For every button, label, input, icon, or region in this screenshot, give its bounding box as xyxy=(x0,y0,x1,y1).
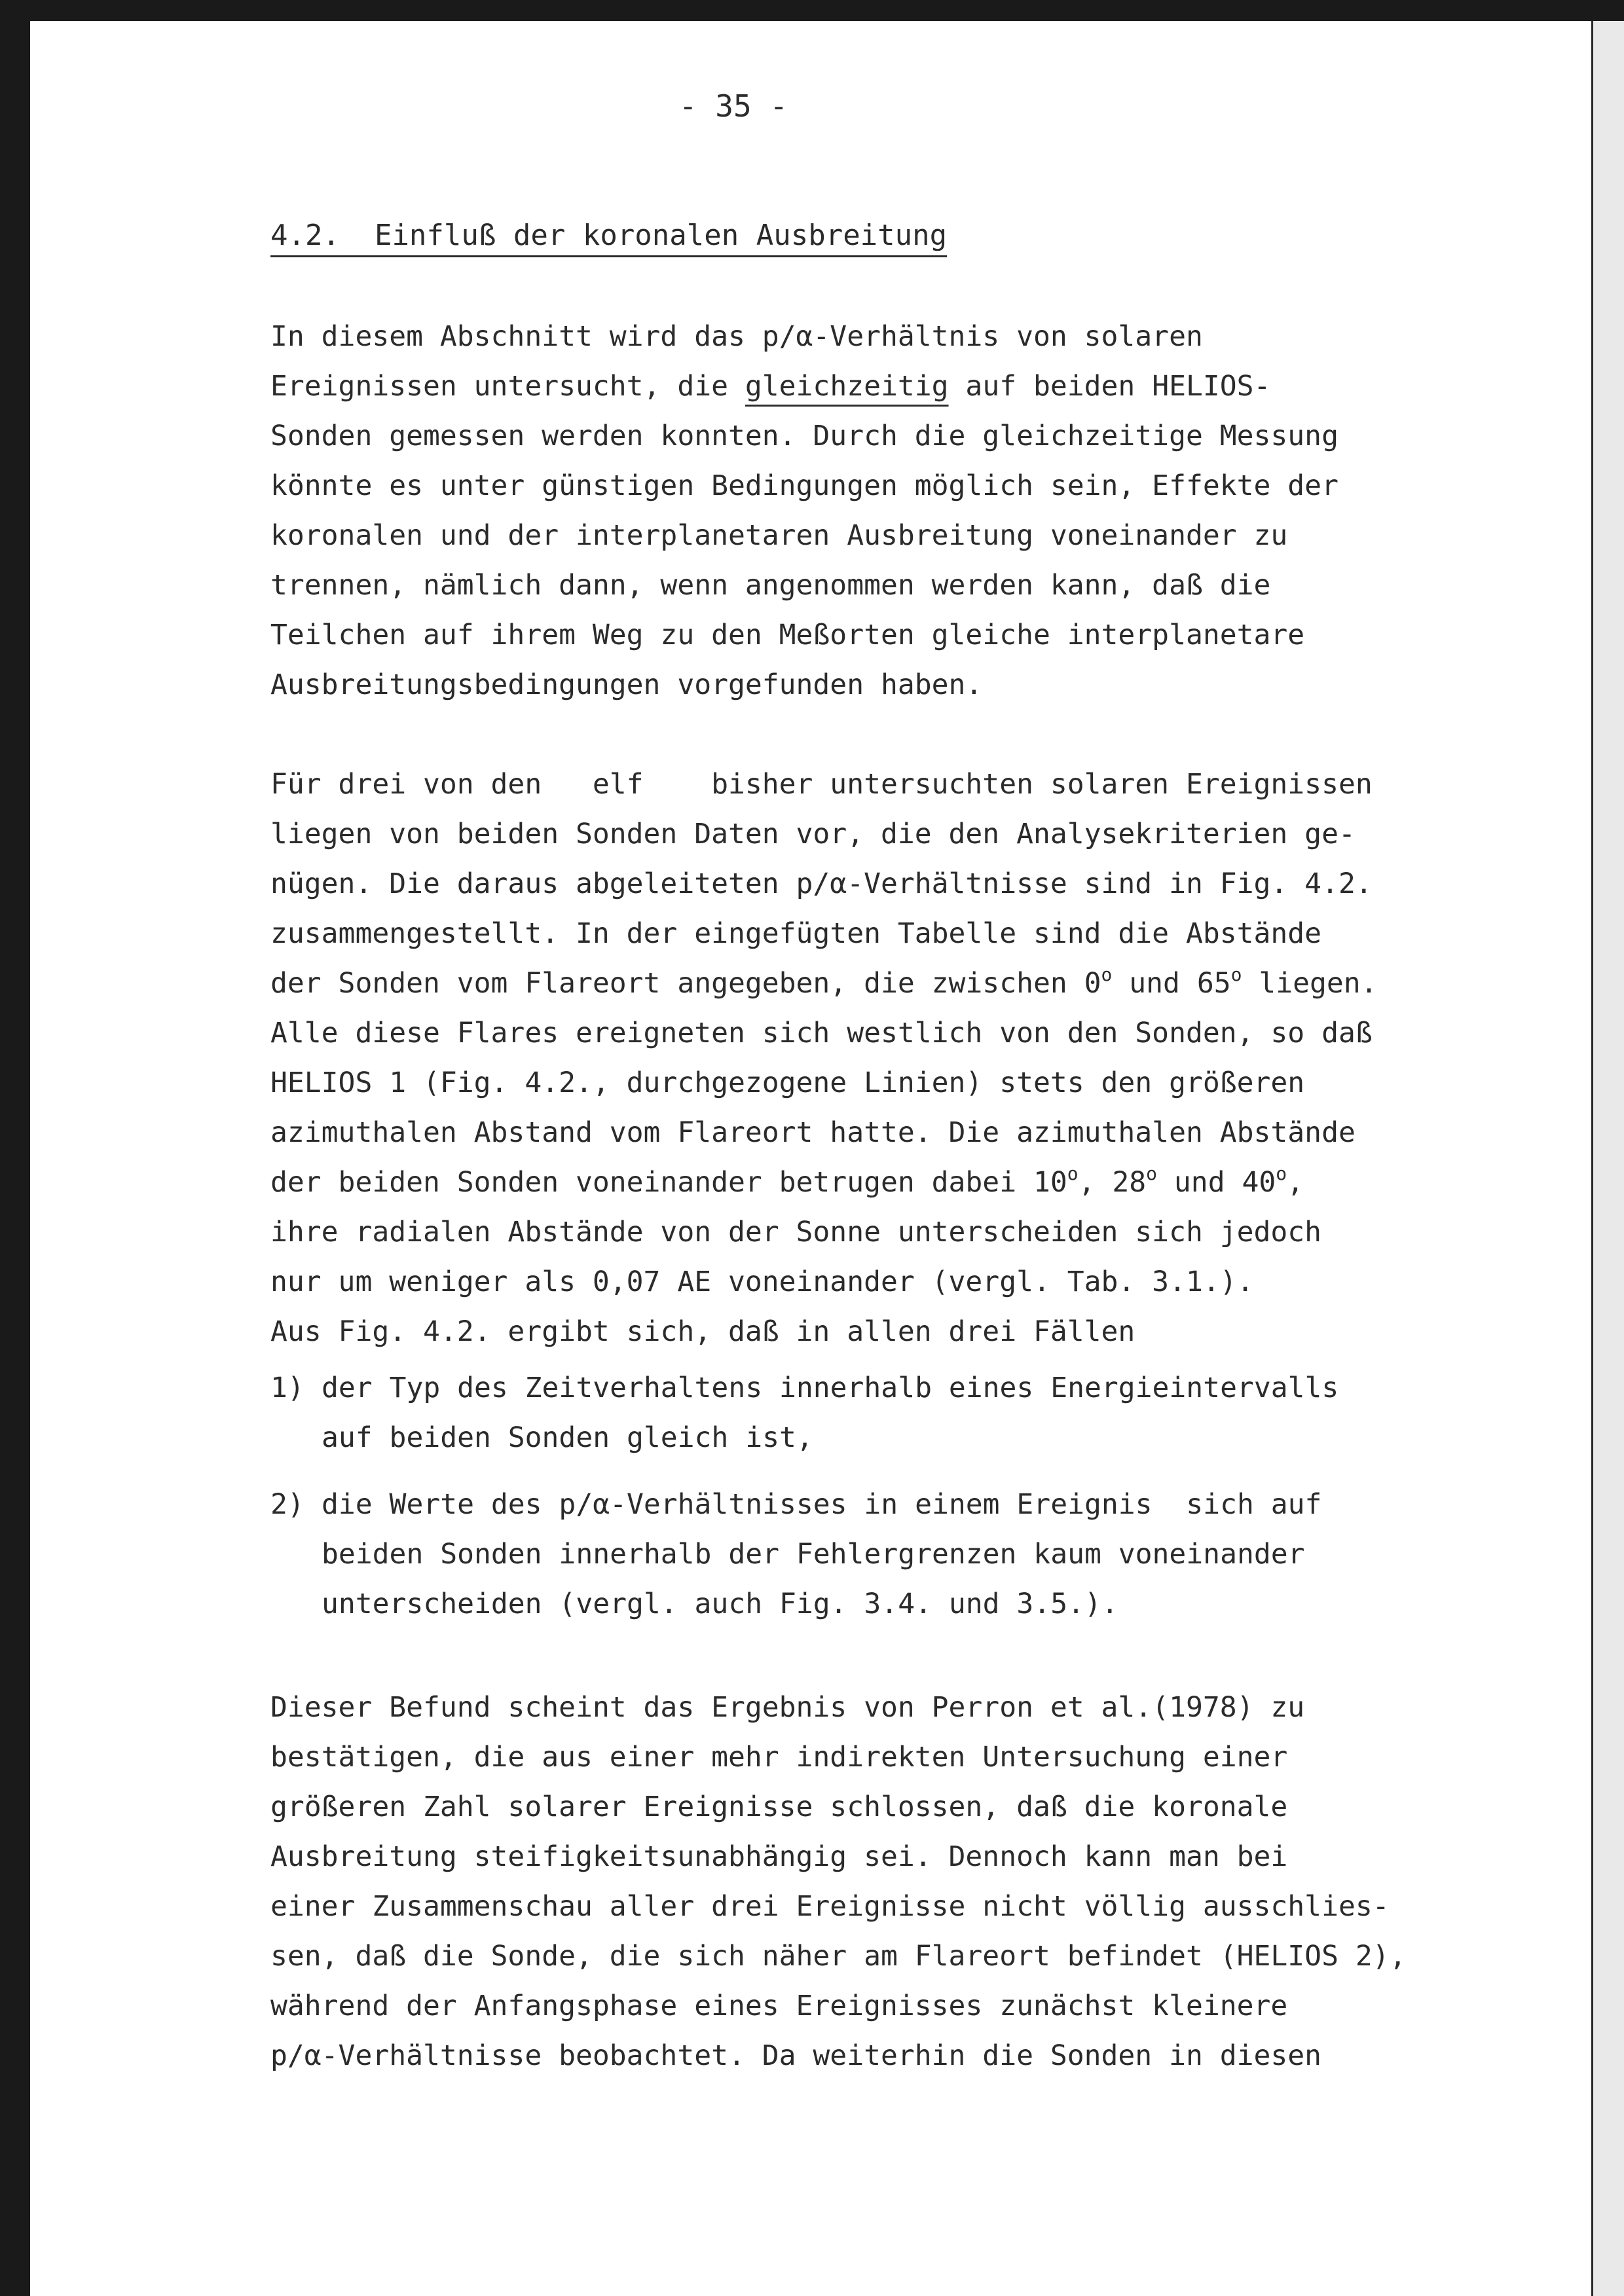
text-line xyxy=(270,361,1449,411)
text-line: Dieser Befund scheint das Ergebnis von Perron et al.(1978) zu xyxy=(270,1691,1305,1724)
section-heading xyxy=(270,211,1449,261)
text-span: , xyxy=(1287,1166,1304,1199)
text-line: größeren Zahl solarer Ereignisse schlossen, daß die koronale xyxy=(270,1791,1288,1823)
text-line: sen, daß die Sonde, die sich näher am Flareort befindet (HELIOS 2), xyxy=(270,1940,1407,1973)
text-span: der Typ des Zeitverhaltens innerhalb eines Energieintervalls xyxy=(322,1372,1339,1404)
text-line xyxy=(270,1157,1449,1207)
degree-sign: o xyxy=(1101,964,1113,985)
text-line: Alle diese Flares ereigneten sich westlich von den Sonden, so daß xyxy=(270,1017,1373,1049)
text-line: nügen. Die daraus abgeleiteten p/α-Verhältnisse sind in Fig. 4.2. xyxy=(270,867,1373,900)
text-line xyxy=(270,958,1449,1008)
emphasized-word: gleichzeitig xyxy=(745,370,949,403)
text-span: auf beiden HELIOS- xyxy=(948,370,1271,403)
text-line: p/α-Verhältnisse beobachtet. Da weiterhin die Sonden in diesen xyxy=(270,2039,1322,2072)
text-line: Aus Fig. 4.2. ergibt sich, daß in allen drei Fällen xyxy=(270,1315,1135,1348)
text-line: Ausbreitungsbedingungen vorgefunden haben. xyxy=(270,668,983,701)
text-span: der Sonden vom Flareort angegeben, die zwischen 0 xyxy=(270,967,1101,1000)
list-number: 2) xyxy=(270,1488,304,1521)
text-line: zusammengestellt. In der eingefügten Tabelle sind die Abstände xyxy=(270,917,1322,950)
text-line: einer Zusammenschau aller drei Ereignisse nicht völlig ausschlies- xyxy=(270,1890,1390,1923)
text-line: trennen, nämlich dann, wenn angenommen werden kann, daß die xyxy=(270,569,1271,602)
text-span: , 28 xyxy=(1078,1166,1147,1199)
text-line: bestätigen, die aus einer mehr indirekten Untersuchung einer xyxy=(270,1741,1288,1774)
paragraph-1 xyxy=(270,312,1449,710)
degree-sign: o xyxy=(1276,1163,1287,1184)
text-line: HELIOS 1 (Fig. 4.2., durchgezogene Linien) stets den größeren xyxy=(270,1066,1305,1099)
text-line: könnte es unter günstigen Bedingungen möglich sein, Effekte der xyxy=(270,469,1338,502)
text-line: In diesem Abschnitt wird das p/α-Verhältnis von solaren xyxy=(270,320,1203,353)
text-line: Teilchen auf ihrem Weg zu den Meßorten gleiche interplanetare xyxy=(270,619,1305,651)
section-heading-text xyxy=(270,219,947,252)
text-line: koronalen und der interplanetaren Ausbreitung voneinander zu xyxy=(270,519,1288,552)
text-line: ihre radialen Abstände von der Sonne unterscheiden sich jedoch xyxy=(270,1216,1322,1248)
page-edge xyxy=(1591,21,1624,2296)
text-line: auf beiden Sonden gleich ist, xyxy=(322,1421,813,1454)
page-number: - 35 - xyxy=(678,88,788,124)
text-line: während der Anfangsphase eines Ereignisses zunächst kleinere xyxy=(270,1990,1288,2022)
text-line: liegen von beiden Sonden Daten vor, die den Analysekriterien ge- xyxy=(270,818,1356,850)
text-line: beiden Sonden innerhalb der Fehlergrenzen kaum voneinander xyxy=(322,1538,1305,1571)
text-line xyxy=(270,1480,1449,1529)
paragraph-3 xyxy=(270,1683,1449,2081)
list-number: 1) xyxy=(270,1372,304,1404)
text-line: unterscheiden (vergl. auch Fig. 3.4. und 3.5.). xyxy=(322,1588,1118,1620)
list-gap xyxy=(270,1463,1449,1480)
degree-sign: o xyxy=(1146,1163,1158,1184)
text-line: Für drei von den elf bisher untersuchten solaren Ereignissen xyxy=(270,768,1373,801)
paragraph-2 xyxy=(270,759,1449,1357)
text-span: liegen. xyxy=(1242,967,1378,1000)
degree-sign: o xyxy=(1067,1163,1079,1184)
text-line: Ausbreitung steifigkeitsunabhängig sei. Dennoch kann man bei xyxy=(270,1840,1288,1873)
text-line xyxy=(270,1363,1449,1413)
text-span: der beiden Sonden voneinander betrugen dabei 10 xyxy=(270,1166,1067,1199)
text-line: azimuthalen Abstand vom Flareort hatte. Die azimuthalen Abstände xyxy=(270,1116,1356,1149)
list-item xyxy=(270,1480,1449,1629)
text-span: und 40 xyxy=(1157,1166,1276,1199)
list-item xyxy=(270,1363,1449,1463)
text-span: Ereignissen untersucht, die xyxy=(270,370,745,403)
text-line: nur um weniger als 0,07 AE voneinander (vergl. Tab. 3.1.). xyxy=(270,1266,1254,1298)
text-line: Sonden gemessen werden konnten. Durch die gleichzeitige Messung xyxy=(270,420,1338,452)
section-title: Einfluß der koronalen Ausbreitung xyxy=(374,219,948,252)
text-span: die Werte des p/α-Verhältnisses in einem Ereignis sich auf xyxy=(322,1488,1322,1521)
numbered-list xyxy=(270,1363,1449,1629)
degree-sign: o xyxy=(1230,964,1242,985)
section-number: 4.2. xyxy=(270,219,340,252)
text-span: und 65 xyxy=(1112,967,1231,1000)
